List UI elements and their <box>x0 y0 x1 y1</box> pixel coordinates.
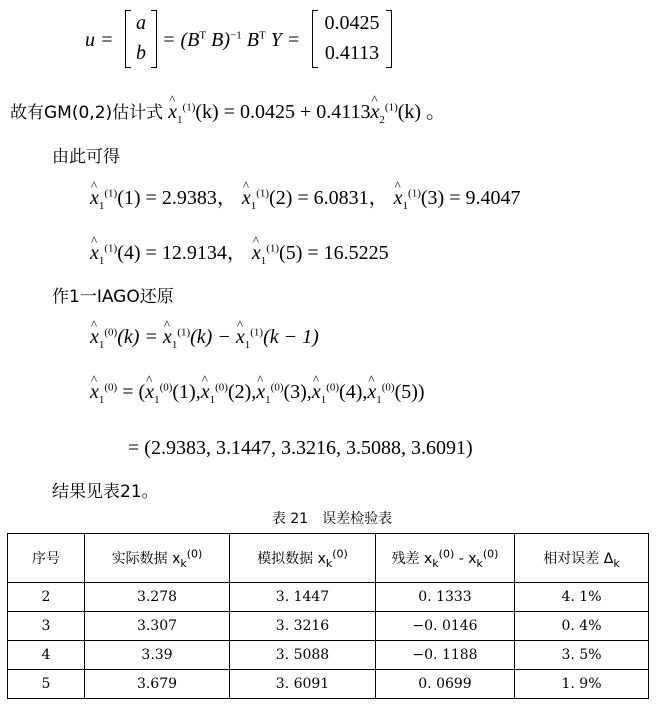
iago-text: 作1一IAGO还原 <box>52 287 174 307</box>
values-row-1: ^ $x_1^{(1)}(1) = 2.9383$， ^ $x_1^{(1)}(2) = 6.0831$， ^ $x_1^{(1)}(3) = 9.4047$ <box>90 186 520 210</box>
matrix-v1: 0.0425 <box>324 12 380 34</box>
matrix-values <box>312 10 392 68</box>
equation-u <box>85 28 114 52</box>
thus-text: 由此可得 <box>52 147 120 167</box>
col-residual: 残差 $x_k^{(0)} - x_k^{(0)}$ <box>376 534 515 583</box>
table-row: 2 3.278 3. 1447 0. 1333 4. 1% <box>8 583 649 612</box>
col-simulated: 模拟数据 $x_k^{(0)}$ <box>230 534 376 583</box>
col-actual: 实际数据 $x_k^{(0)}$ <box>85 534 230 583</box>
matrix-v2: 0.4113 <box>324 42 380 64</box>
table-caption: 表 21 误差检验表 <box>271 511 393 527</box>
result-text: 结果见表21。 <box>52 482 159 502</box>
gm-estimate-line: 故有GM(0,2)估计式 ^ $x_1^{(1)}(k) = 0.0425$ + 0.4113^ $x_2^{(1)}(k)$ 。 <box>10 100 446 125</box>
table-header-row <box>8 534 649 583</box>
eq-lhs: u = <box>85 29 114 51</box>
sequence-values: = (2.9383, 3.1447, 3.3216, 3.5088, 3.6091) <box>128 437 473 459</box>
col-index: 序号 <box>8 534 85 583</box>
sequence-equation: ^ $x_1^{(0)}$ = (^ $x_1^{(0)}(1),\^{}$ $x_1^{(0)}(2),\^{}$ $x_1^{(0)}(3),\^{}$ $x_1^{(0)}(4),\^{}$ $x_1^{(0)}(5)$) <box>90 380 425 404</box>
table-row: 5 3.679 3. 6091 0. 0699 1. 9% <box>8 670 649 699</box>
equation-btb: = ($B^T$ B)$^{-1}$ $B^T$ Y = <box>162 29 301 51</box>
matrix-ab <box>125 10 157 68</box>
iago-equation: ^ $x_1^{(0)}(k)$ = ^ $x_1^{(1)}(k)$ − ^ $x_1^{(1)}(k - 1)$ <box>90 325 319 349</box>
col-relative-error: 相对误差 $\Delta_k$ <box>515 534 649 583</box>
table-row: 3 3.307 3. 3216 −0. 0146 0. 4% <box>8 612 649 641</box>
matrix-b: b <box>136 42 146 64</box>
matrix-a: a <box>136 12 146 34</box>
error-check-table <box>7 533 649 699</box>
table-row: 4 3.39 3. 5088 −0. 1188 3. 5% <box>8 641 649 670</box>
values-row-2: ^ $x_1^{(1)}(4) = 12.9134$， ^ $x_1^{(1)}(5) = 16.5225$ <box>90 241 389 265</box>
